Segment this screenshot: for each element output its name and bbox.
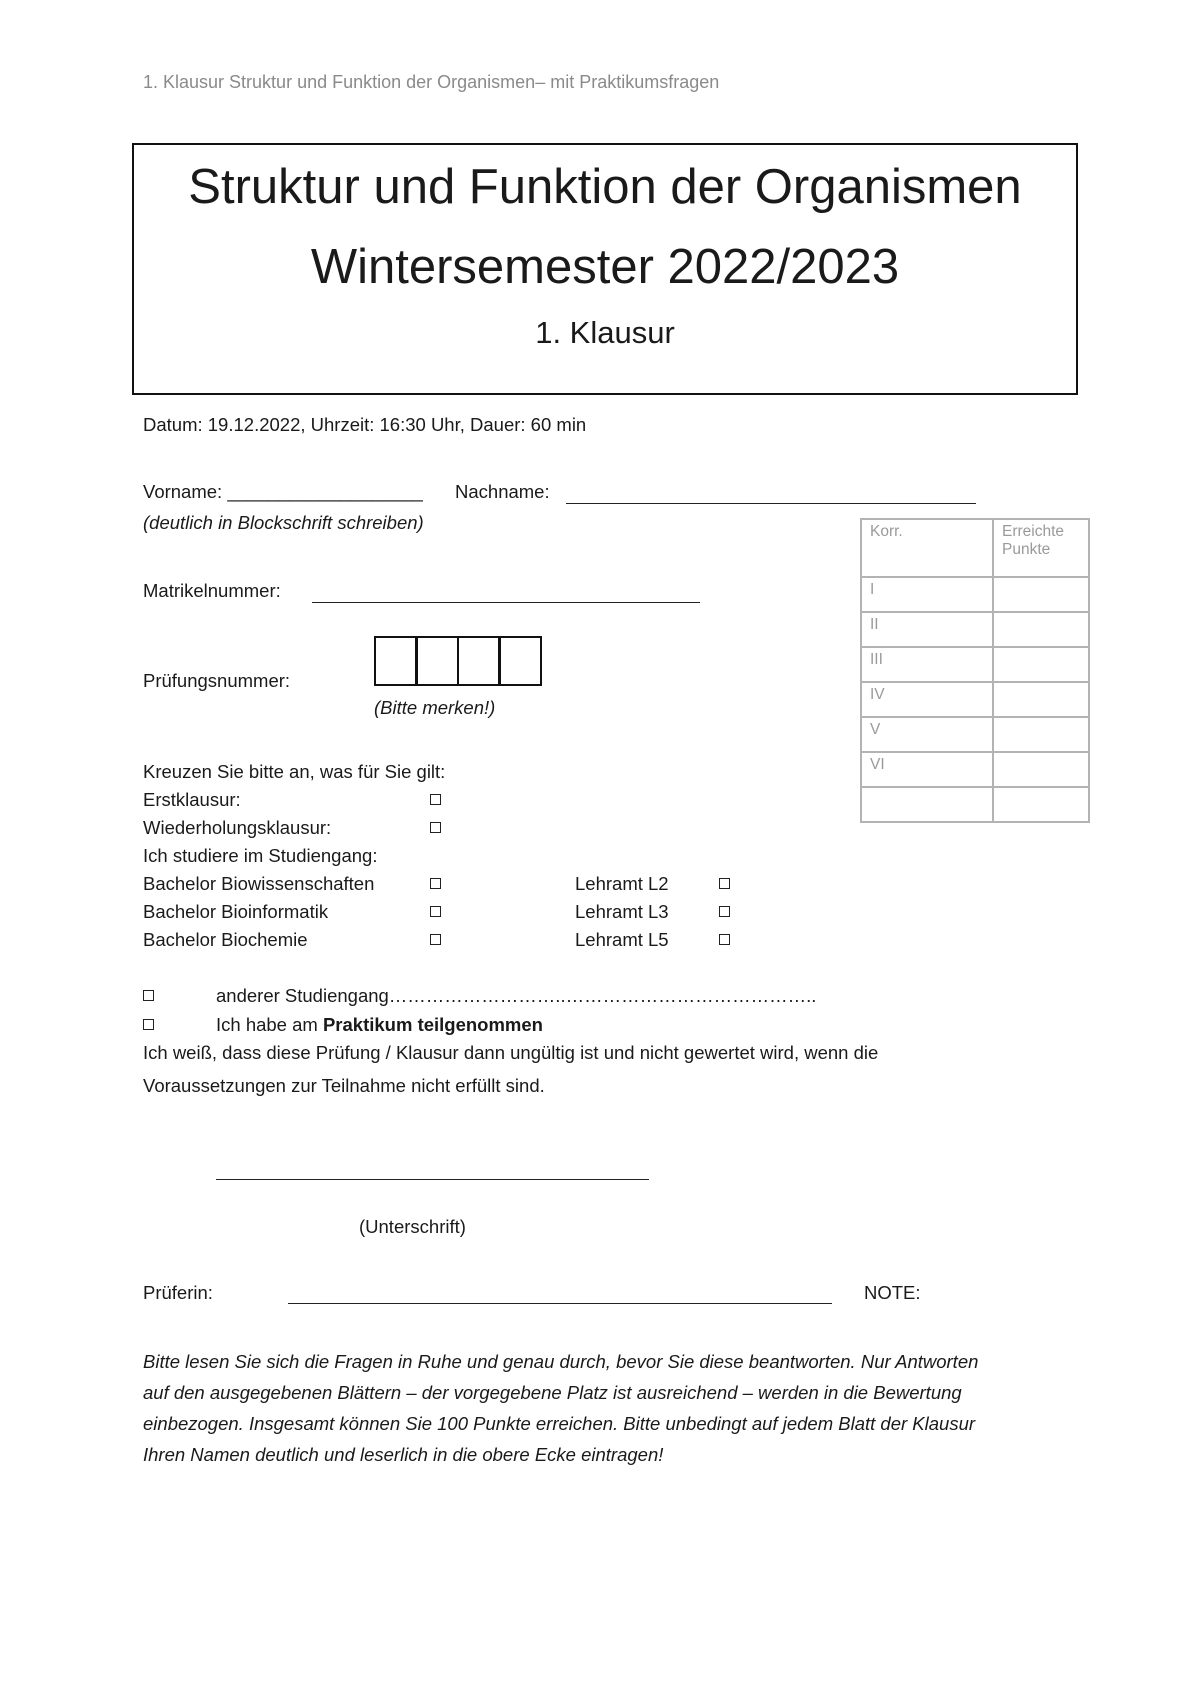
instructions-line1: Bitte lesen Sie sich die Fragen in Ruhe und genau durch, bevor Sie diese beantworten. Nur Antworten [143, 1351, 979, 1372]
bachelor-bio-checkbox[interactable] [430, 878, 441, 889]
lehramt-l2-label: Lehramt L2 [575, 873, 669, 894]
signature-line[interactable] [216, 1159, 649, 1180]
running-header: 1. Klausur Struktur und Funktion der Organismen– mit Praktikumsfragen [143, 72, 720, 92]
korr-row-label: II [861, 612, 993, 647]
praktikum-prefix: Ich habe am [216, 1014, 318, 1035]
instructions-line2: auf den ausgegebenen Blättern – der vorgegebene Platz ist ausreichend – werden in die Bewertung [143, 1382, 962, 1403]
lehramt-l3-label: Lehramt L3 [575, 901, 669, 922]
punkte-cell[interactable] [993, 647, 1089, 682]
studiengang-intro: Ich studiere im Studiengang: [143, 845, 378, 866]
punkte-cell[interactable] [993, 612, 1089, 647]
bachelor-biochem-checkbox[interactable] [430, 934, 441, 945]
instructions-line3: einbezogen. Insgesamt können Sie 100 Punkte erreichen. Bitte unbedingt auf jedem Blatt der Klausur [143, 1413, 976, 1434]
pruefungsnummer-digit-box[interactable] [498, 636, 542, 686]
lehramt-l2-checkbox[interactable] [719, 878, 730, 889]
praktikum-bold: Praktikum teilgenommen [322, 1014, 543, 1035]
prueferin-field[interactable] [288, 1283, 832, 1304]
bachelor-bioinf-checkbox[interactable] [430, 906, 441, 917]
prueferin-label: Prüferin: [143, 1282, 213, 1303]
title-course: Struktur und Funktion der Organismen [188, 160, 1022, 214]
signature-label: (Unterschrift) [359, 1216, 466, 1237]
vorname-label: Vorname: ___________________ [143, 481, 423, 502]
bitte-merken-note: (Bitte merken!) [374, 697, 496, 718]
pruefungsnummer-digit-box[interactable] [415, 636, 459, 686]
declaration-line1: Ich weiß, dass diese Prüfung / Klausur dann ungültig ist und nicht gewertet wird, wenn die [143, 1042, 879, 1063]
title-exam: 1. Klausur [535, 315, 675, 350]
korr-row-label: V [861, 717, 993, 752]
punkte-cell[interactable] [993, 787, 1089, 822]
punkte-cell[interactable] [993, 752, 1089, 787]
pruefungsnummer-digit-box[interactable] [374, 636, 418, 686]
korr-row-label: III [861, 647, 993, 682]
korr-row-label: VI [861, 752, 993, 787]
punkte-header: Erreichte Punkte [993, 519, 1089, 577]
anderer-studiengang-checkbox[interactable] [143, 990, 154, 1001]
praktikum-label [216, 1014, 543, 1036]
anderer-studiengang-label: anderer Studiengang………………………..………………………………….. [216, 985, 817, 1006]
matrikel-field[interactable] [312, 582, 700, 603]
nachname-field[interactable] [566, 482, 976, 504]
nachname-label: Nachname: [455, 481, 550, 502]
exam-date-info: Datum: 19.12.2022, Uhrzeit: 16:30 Uhr, Dauer: 60 min [143, 414, 587, 435]
praktikum-checkbox[interactable] [143, 1019, 154, 1030]
lehramt-l5-checkbox[interactable] [719, 934, 730, 945]
matrikel-label: Matrikelnummer: [143, 580, 281, 601]
declaration-line2: Voraussetzungen zur Teilnahme nicht erfüllt sind. [143, 1075, 545, 1096]
bachelor-bio-label: Bachelor Biowissenschaften [143, 873, 375, 894]
instructions-line4: Ihren Namen deutlich und leserlich in die obere Ecke eintragen! [143, 1444, 664, 1465]
title-semester: Wintersemester 2022/2023 [310, 240, 900, 294]
note-label: NOTE: [864, 1282, 921, 1303]
bachelor-biochem-label: Bachelor Biochemie [143, 929, 308, 950]
pruefungsnummer-label: Prüfungsnummer: [143, 670, 291, 691]
punkte-cell[interactable] [993, 577, 1089, 612]
lehramt-l3-checkbox[interactable] [719, 906, 730, 917]
korr-header: Korr. [861, 519, 993, 577]
pruefungsnummer-boxes [374, 636, 542, 686]
erstklausur-label: Erstklausur: [143, 789, 241, 810]
title-box [132, 143, 1078, 395]
korr-row-label [861, 787, 993, 822]
bachelor-bioinf-label: Bachelor Bioinformatik [143, 901, 329, 922]
punkte-cell[interactable] [993, 717, 1089, 752]
blockschrift-hint: (deutlich in Blockschrift schreiben) [143, 512, 424, 533]
wiederholung-checkbox[interactable] [430, 822, 441, 833]
checklist-intro: Kreuzen Sie bitte an, was für Sie gilt: [143, 761, 446, 782]
korr-row-label: IV [861, 682, 993, 717]
instructions-paragraph [143, 1346, 1073, 1470]
korrektur-table [860, 518, 1090, 823]
punkte-cell[interactable] [993, 682, 1089, 717]
korr-row-label: I [861, 577, 993, 612]
lehramt-l5-label: Lehramt L5 [575, 929, 669, 950]
pruefungsnummer-digit-box[interactable] [457, 636, 501, 686]
erstklausur-checkbox[interactable] [430, 794, 441, 805]
wiederholung-label: Wiederholungsklausur: [143, 817, 332, 838]
